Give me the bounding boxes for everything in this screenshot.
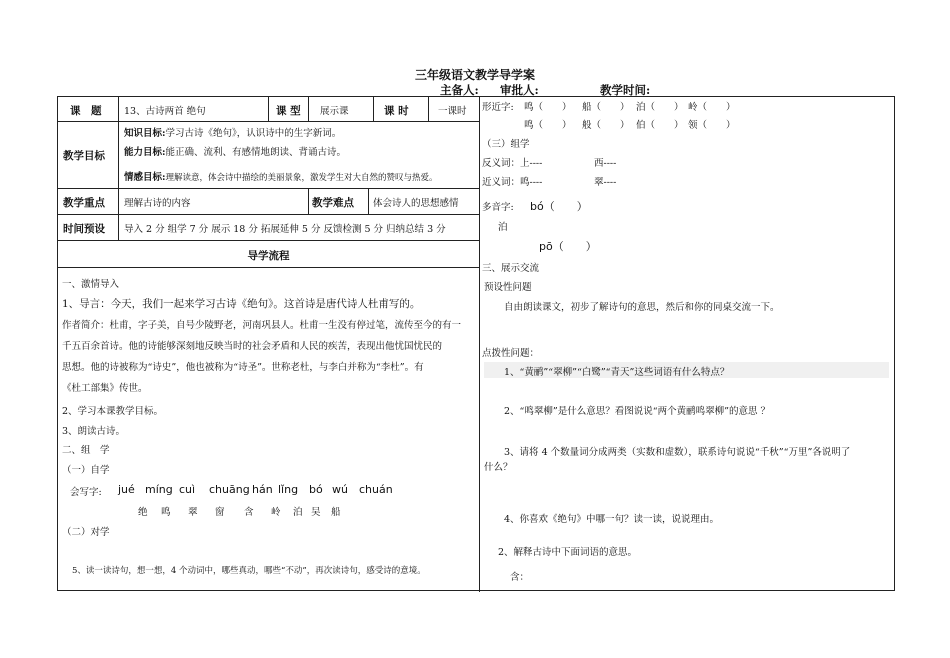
polyphone-po: pō（ ） [539, 240, 597, 253]
synonym-item: 近义词：鸣---- [482, 177, 543, 188]
preset-questions-heading: 预设性问题 [484, 282, 532, 293]
goals-label: 教学目标 [63, 150, 105, 162]
char-item: 吴 [311, 507, 321, 518]
char-item: 船 [331, 507, 341, 518]
char-item: 泊 [293, 507, 303, 518]
pinyin-item: hán [252, 483, 273, 496]
pinyin-item: jué [118, 483, 135, 496]
lesson-type-label: 课 型 [276, 105, 301, 117]
difficulty-label: 教学难点 [312, 197, 354, 209]
section-warmup: 一、激情导入 [62, 279, 120, 290]
group-heading: （三）组学 [482, 139, 530, 150]
similar-char-item: 鸣（ ） [524, 102, 572, 113]
pinyin-item: bó [309, 483, 323, 496]
ability-goal [124, 144, 346, 158]
question-3-line2: 什么？ [484, 462, 513, 473]
question-3-line1: 3、请将 4 个数量词分成两类（实数和虚数），联系诗句说说“千秋”“万里”各说明了 [504, 447, 851, 458]
char-item: 翠 [188, 507, 198, 518]
pinyin-item: wú [332, 483, 348, 496]
similar-char-item: 领（ ） [688, 120, 736, 131]
flow-heading: 导学流程 [247, 250, 290, 262]
emotion-goal-text: 理解读意，体会诗中描绘的美丽景象，激发学生对大自然的赞叹与热爱。 [165, 173, 438, 183]
similar-chars-label: 形近字: [482, 102, 514, 113]
verb-question: 5、读一读诗句，想一想，4 个动词中，哪些真动，哪些“不动”，再次读诗句，感受诗的意境。 [72, 566, 426, 576]
lesson-plan-table [57, 96, 895, 591]
similar-char-item: 鸣（ ） [524, 120, 572, 131]
polyphone-char: 泊 [498, 222, 508, 233]
char-item: 窗 [215, 507, 225, 518]
ability-goal-label: 能力目标: [124, 147, 166, 158]
similar-char-item: 泊（ ） [636, 102, 684, 113]
knowledge-goal-text: 学习古诗《绝句》，认识诗中的生字新词。 [165, 128, 342, 139]
time-plan-label: 时间预设 [63, 223, 105, 235]
author-bio-line2: 千五百余首诗。他的诗能够深刻地反映当时的社会矛盾和人民的疾苦，表现出他忧国忧民的 [62, 341, 443, 352]
similar-char-item: 般（ ） [582, 120, 630, 131]
emotion-goal-label: 情感目标: [124, 172, 166, 183]
author-bio-line4: 《杜工部集》传世。 [62, 383, 148, 394]
intro-text: 1、导言：今天，我们一起来学习古诗《绝句》。这首诗是唐代诗人杜甫写的。 [62, 298, 421, 310]
ability-goal-text: 能正确、流利、有感情地朗读、背诵古诗。 [165, 147, 347, 158]
similar-char-item: 船（ ） [582, 102, 630, 113]
similar-char-item: 伯（ ） [636, 120, 684, 131]
approver-label: 审批人: [500, 83, 539, 97]
word-han: 含： [510, 572, 530, 583]
key-point-label: 教学重点 [63, 197, 105, 209]
author-bio-line3: 思想。他的诗被称为“诗史”，他也被称为“诗圣”。世称老杜，与李白并称为“李杜”。有 [62, 362, 424, 373]
topic-label: 课 题 [70, 105, 102, 117]
char-item: 绝 [138, 507, 148, 518]
class-hours-label: 课 时 [384, 105, 409, 117]
pinyin-item: chuán [359, 483, 393, 496]
similar-char-item: 岭（ ） [688, 102, 736, 113]
topic-value: 13、古诗两首 绝句 [124, 106, 206, 117]
guiding-questions-heading: 点拨性问题： [482, 348, 540, 359]
step-read-poem: 3、朗读古诗。 [62, 426, 126, 437]
time-plan-value: 导入 2 分 组学 7 分 展示 18 分 拓展延伸 5 分 反馈检测 5 分 归纳总结 3 分 [124, 224, 446, 235]
section-showcase: 三、展示交流 [482, 263, 540, 274]
key-point-value: 理解古诗的内容 [124, 198, 191, 209]
author-bio-line1: 作者简介：杜甫，字子美，自号少陵野老，河南巩县人。杜甫一生没有停过笔，流传至今的有一 [62, 320, 462, 331]
knowledge-goal [124, 125, 341, 139]
difficulty-value: 体会诗人的思想感情 [373, 198, 459, 209]
pinyin-item: lǐng [278, 483, 299, 496]
polyphone-label: 多音字: [482, 202, 514, 213]
char-item: 鸣 [161, 507, 171, 518]
question-4: 4、你喜欢《绝句》中哪一句？读一读，说说理由。 [504, 514, 720, 525]
preparer-label: 主备人: [440, 83, 479, 97]
char-item: 岭 [271, 507, 281, 518]
write-chars-label: 会写字: [70, 487, 102, 498]
knowledge-goal-label: 知识目标: [124, 128, 166, 139]
pinyin-item: cuì [179, 483, 196, 496]
question-1 [484, 362, 889, 378]
polyphone-bo: bó（ ） [530, 200, 588, 213]
emotion-goal [124, 169, 438, 183]
self-study-heading: （一）自学 [62, 465, 110, 476]
question-1-text: 1、“黄鹂”“翠柳”“白鹭”“青天”这些词语有什么特点？ [504, 367, 730, 378]
char-item: 含 [244, 507, 254, 518]
pinyin-item: chuāng [209, 483, 250, 496]
class-hours-value: 一课时 [438, 106, 467, 117]
lesson-type-value: 展示课 [320, 106, 349, 117]
explain-words: 2、解释古诗中下面词语的意思。 [498, 547, 638, 558]
teaching-time-label: 教学时间: [600, 83, 651, 97]
pair-study-heading: （二）对学 [62, 527, 110, 538]
preset-question-text: 自由朗读课文，初步了解诗句的意思，然后和你的同桌交流一下。 [504, 302, 780, 313]
antonym-item: 反义词：上---- [482, 158, 543, 169]
pinyin-item: míng [145, 483, 173, 496]
synonym-item: 翠---- [594, 177, 617, 188]
page-title: 三年级语文教学导学案 [414, 68, 535, 82]
step-learn-goals: 2、学习本课教学目标。 [62, 406, 164, 417]
antonym-item: 西---- [594, 158, 617, 169]
question-2: 2、“鸣翠柳”是什么意思？看图说说“两个黄鹂鸣翠柳”的意思 ？ [504, 406, 770, 417]
section-group-study: 二、组 学 [62, 445, 110, 456]
